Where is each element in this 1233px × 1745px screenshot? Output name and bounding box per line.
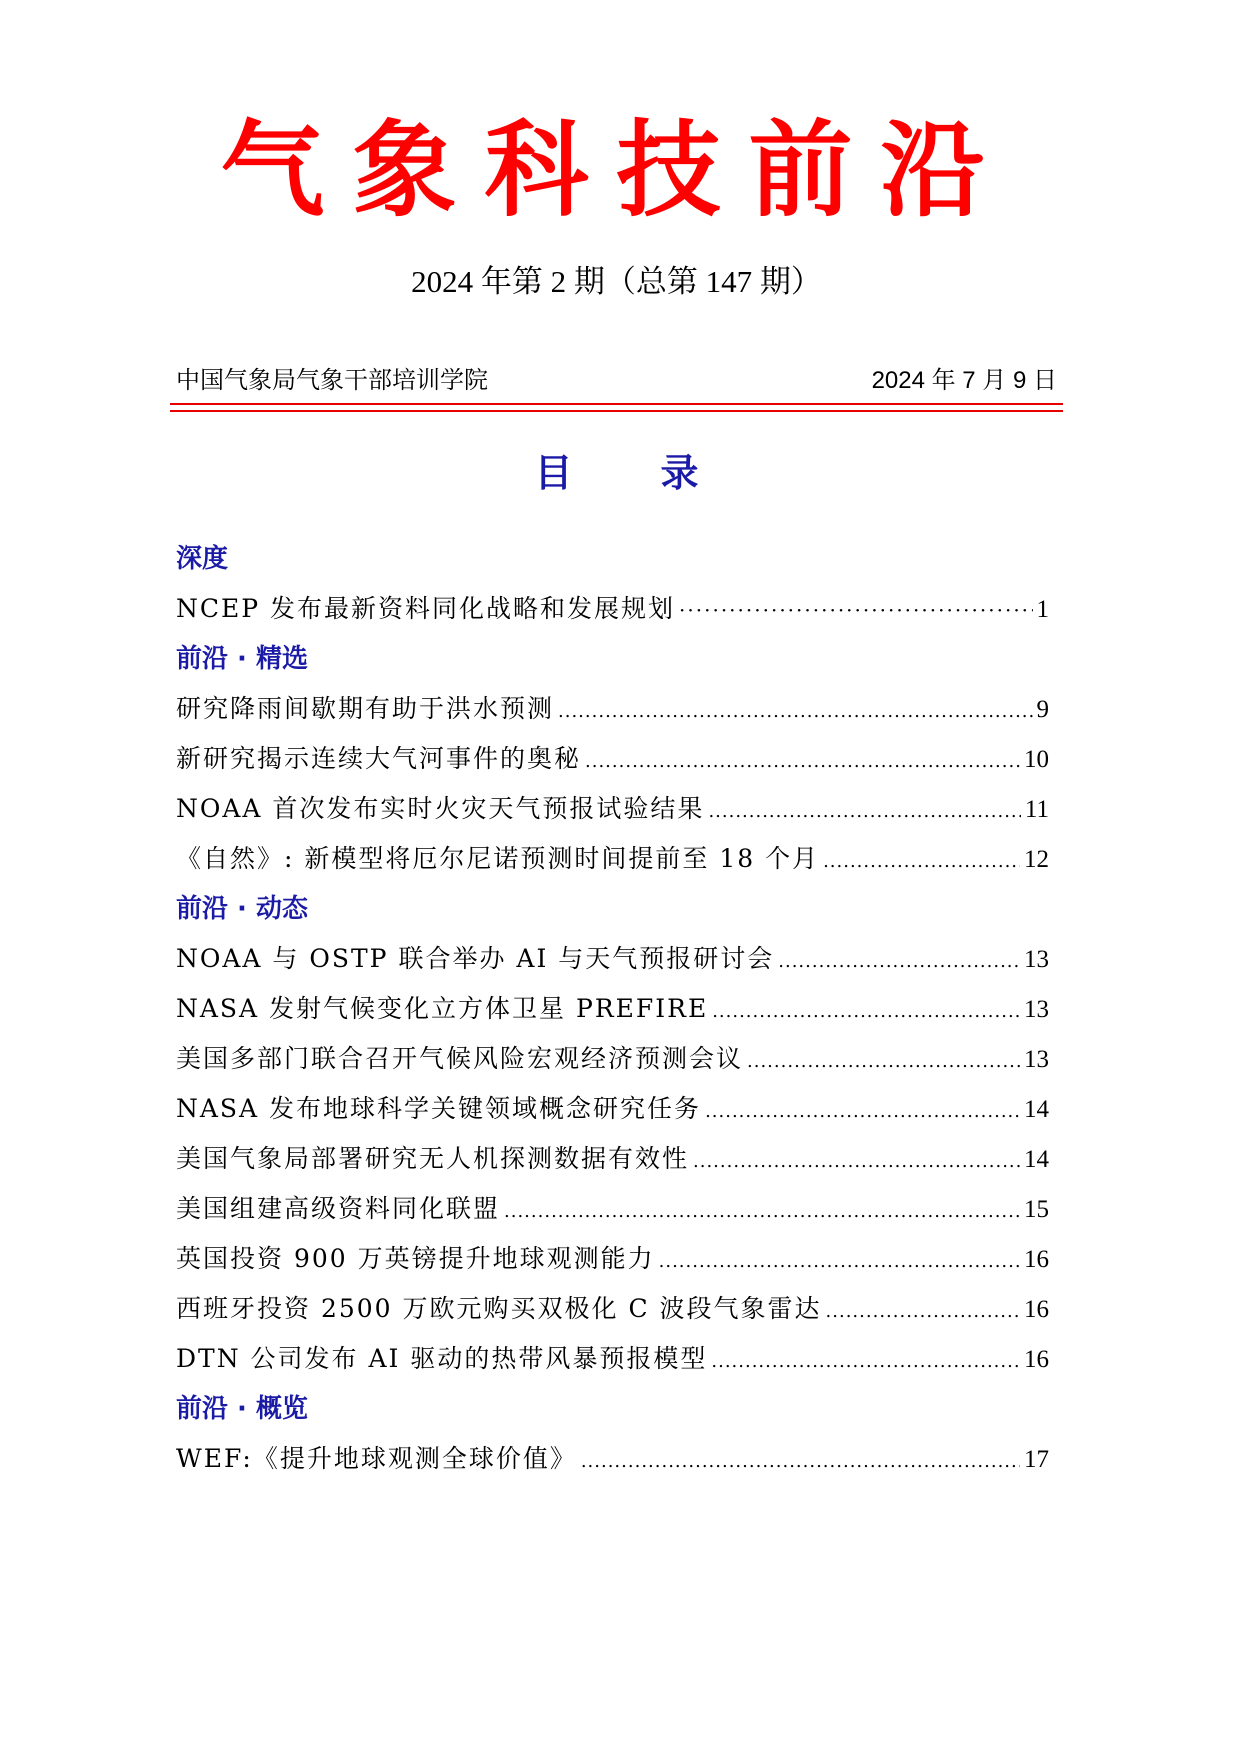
toc-entry-title: 研究降雨间歇期有助于洪水预测 (176, 694, 555, 723)
toc-entry[interactable] (176, 1190, 1049, 1228)
toc-entry-page: 14 (1024, 1096, 1049, 1123)
toc-entry[interactable] (176, 740, 1049, 778)
toc-leader-dots (693, 1143, 1020, 1181)
toc-entry-page: 10 (1024, 746, 1049, 773)
toc-leader-dots (585, 743, 1020, 781)
toc-title: 目录 (534, 451, 787, 495)
toc-entry-page: 15 (1024, 1196, 1049, 1223)
toc-entry[interactable] (176, 840, 1049, 878)
toc-leader-dots (826, 1293, 1020, 1331)
toc-entry-page: 13 (1024, 996, 1049, 1023)
toc-entry-title: DTN 公司发布 AI 驱动的热带风暴预报模型 (176, 1344, 708, 1373)
toc-section-heading: 前沿 · 动态 (176, 894, 308, 924)
toc-entry-title: NASA 发布地球科学关键领域概念研究任务 (176, 1094, 702, 1123)
publisher-org: 中国气象局气象干部培训学院 (176, 367, 488, 394)
toc-leader-dots (778, 943, 1020, 981)
toc-entry-title: 美国气象局部署研究无人机探测数据有效性 (176, 1144, 690, 1173)
toc-entry[interactable] (176, 1090, 1049, 1128)
toc-entry[interactable] (176, 940, 1049, 978)
toc-section-heading: 深度 (176, 544, 229, 574)
toc-entry-page: 13 (1024, 1046, 1049, 1073)
toc-leader-dots (823, 843, 1020, 881)
toc-leader-dots (504, 1193, 1020, 1231)
toc-entry-title: 西班牙投资 2500 万欧元购买双极化 C 波段气象雷达 (176, 1294, 822, 1323)
issue-number: 2024 年第 2 期（总第 147 期） (411, 264, 822, 299)
toc-entry-title: NOAA 与 OSTP 联合举办 AI 与天气预报研讨会 (176, 944, 775, 973)
toc-entry[interactable] (176, 1340, 1049, 1378)
toc-entry-title: 美国多部门联合召开气候风险宏观经济预测会议 (176, 1044, 744, 1073)
toc-entry-page: 11 (1024, 796, 1049, 823)
toc-entry-page: 16 (1024, 1346, 1049, 1373)
toc-entry-page: 16 (1024, 1246, 1049, 1273)
toc-entry[interactable] (176, 1440, 1049, 1478)
toc-entry[interactable] (176, 1290, 1049, 1328)
toc-leader-dots (712, 993, 1020, 1031)
toc-leader-dots (705, 1093, 1020, 1131)
toc-entry-page: 17 (1024, 1446, 1049, 1473)
toc-entry[interactable] (176, 1240, 1049, 1278)
toc-entry-page: 13 (1024, 946, 1049, 973)
toc-entry[interactable] (176, 1140, 1049, 1178)
toc-leader-dots (679, 591, 1032, 631)
toc-entry-title: NASA 发射气候变化立方体卫星 PREFIRE (176, 994, 709, 1023)
toc-entry[interactable] (176, 690, 1049, 728)
toc-entry[interactable] (176, 990, 1049, 1028)
toc-entry-title: NOAA 首次发布实时火灾天气预报试验结果 (176, 794, 705, 823)
toc-entry-page: 1 (1036, 596, 1049, 623)
table-of-contents (176, 540, 1049, 1490)
toc-entry-title: 新研究揭示连续大气河事件的奥秘 (176, 744, 582, 773)
toc-entry-page: 16 (1024, 1296, 1049, 1323)
toc-entry-title: 《自然》: 新模型将厄尔尼诺预测时间提前至 18 个月 (176, 844, 820, 873)
toc-entry-page: 9 (1036, 696, 1049, 723)
toc-entry[interactable] (176, 590, 1049, 628)
toc-leader-dots (747, 1043, 1020, 1081)
publish-date: 2024 年 7 月 9 日 (871, 367, 1057, 394)
toc-leader-dots (711, 1343, 1020, 1381)
toc-section-heading: 前沿 · 精选 (176, 644, 308, 674)
header-rule-top (170, 403, 1063, 405)
toc-leader-dots (659, 1243, 1020, 1281)
masthead-title: 气象科技前沿 (220, 108, 1013, 231)
toc-entry-page: 12 (1024, 846, 1049, 873)
toc-entry-title: NCEP 发布最新资料同化战略和发展规划 (176, 594, 676, 623)
toc-entry-title: WEF:《提升地球观测全球价值》 (176, 1444, 577, 1473)
toc-entry[interactable] (176, 1040, 1049, 1078)
toc-leader-dots (581, 1443, 1020, 1481)
toc-leader-dots (708, 793, 1020, 831)
toc-entry-title: 美国组建高级资料同化联盟 (176, 1194, 501, 1223)
toc-entry[interactable] (176, 790, 1049, 828)
header-rule-bottom (170, 410, 1063, 412)
toc-entry-title: 英国投资 900 万英镑提升地球观测能力 (176, 1244, 655, 1273)
toc-section-heading: 前沿 · 概览 (176, 1394, 308, 1424)
toc-entry-page: 14 (1024, 1146, 1049, 1173)
toc-leader-dots (558, 693, 1032, 731)
